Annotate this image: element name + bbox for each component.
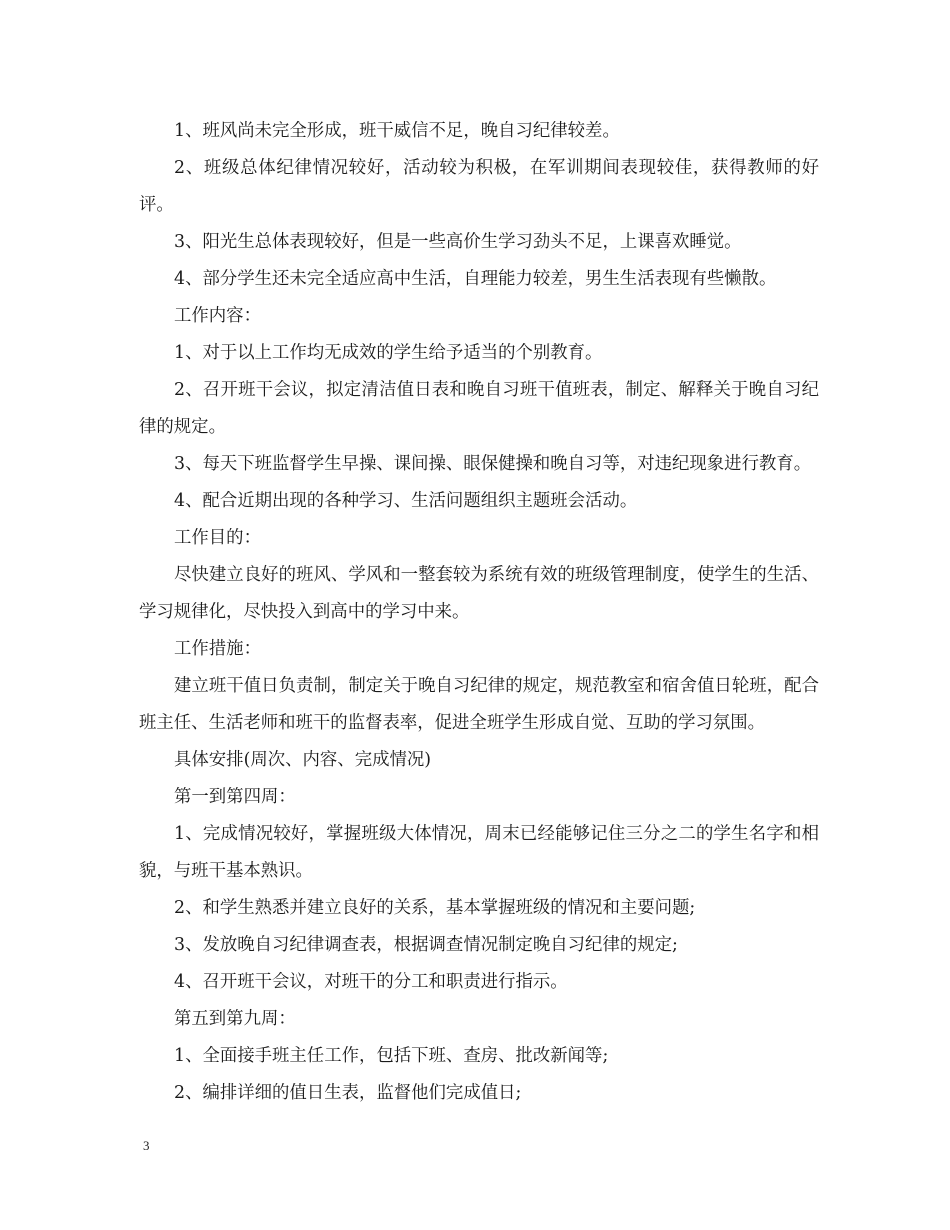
section-heading: 工作目的：: [174, 528, 261, 548]
paragraph: 3、每天下班监督学生早操、课间操、眼保健操和晚自习等，对违纪现象进行教育。: [174, 454, 812, 474]
paragraph: 2、编排详细的值日生表，监督他们完成值日;: [174, 1083, 522, 1103]
page-number: 3: [143, 1138, 150, 1153]
paragraph: 2、召开班干会议，拟定清洁值日表和晚自习班干值班表，制定、解释关于晚自习纪律的规定。: [139, 380, 819, 437]
paragraph: 建立班干值日负责制，制定关于晚自习纪律的规定，规范教室和宿舍值日轮班，配合班主任、生活老师和班干的监督表率，促进全班学生形成自觉、互助的学习氛围。: [139, 676, 819, 733]
paragraph: 3、发放晚自习纪律调查表，根据调查情况制定晚自习纪律的规定;: [174, 935, 678, 955]
paragraph: 4、配合近期出现的各种学习、生活问题组织主题班会活动。: [174, 491, 638, 511]
paragraph: 尽快建立良好的班风、学风和一整套较为系统有效的班级管理制度，使学生的生活、学习规律化，尽快投入到高中的学习中来。: [139, 565, 819, 622]
document-body: [139, 113, 819, 1112]
section-heading: 具体安排(周次、内容、完成情况): [174, 750, 432, 770]
paragraph: 1、对于以上工作均无成效的学生给予适当的个别教育。: [174, 343, 603, 363]
paragraph: 4、部分学生还未完全适应高中生活，自理能力较差，男生生活表现有些懒散。: [174, 269, 777, 289]
subsection-heading: 第五到第九周：: [174, 1009, 296, 1029]
paragraph: 1、班风尚未完全形成，班干威信不足，晚自习纪律较差。: [174, 121, 620, 141]
paragraph: 1、完成情况较好，掌握班级大体情况，周末已经能够记住三分之二的学生名字和相貌，与班干基本熟识。: [139, 824, 819, 881]
section-heading: 工作内容：: [174, 306, 261, 326]
paragraph: 2、班级总体纪律情况较好，活动较为积极，在军训期间表现较佳，获得教师的好评。: [139, 158, 819, 215]
paragraph: 2、和学生熟悉并建立良好的关系，基本掌握班级的情况和主要问题;: [174, 898, 696, 918]
paragraph: 1、全面接手班主任工作，包括下班、查房、批改新闻等;: [174, 1046, 609, 1066]
subsection-heading: 第一到第四周：: [174, 787, 296, 807]
section-heading: 工作措施：: [174, 639, 261, 659]
paragraph: 3、阳光生总体表现较好，但是一些高价生学习劲头不足，上课喜欢睡觉。: [174, 232, 742, 252]
paragraph: 4、召开班干会议，对班干的分工和职责进行指示。: [174, 972, 568, 992]
